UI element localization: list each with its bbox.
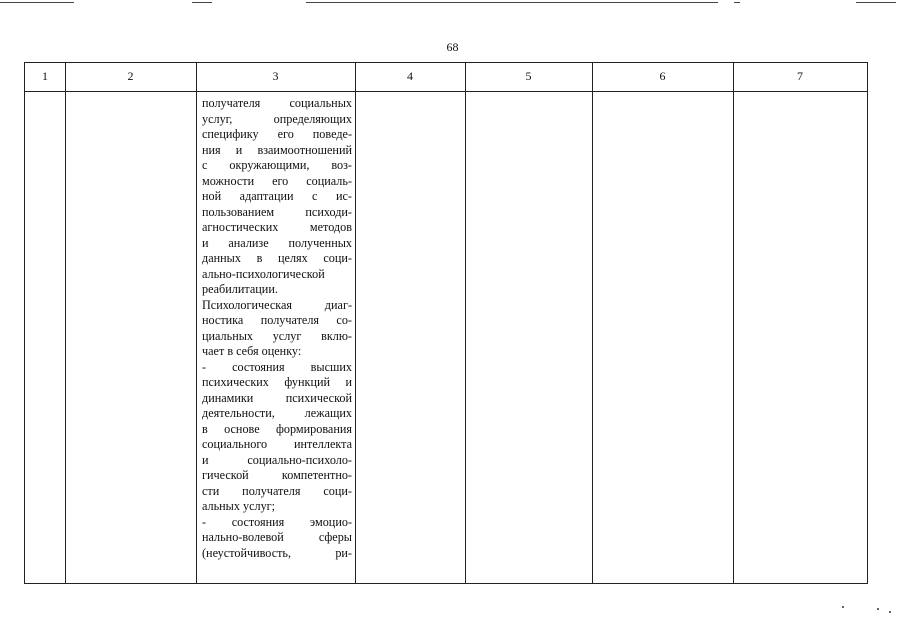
text-line: получателя социальных: [202, 96, 352, 110]
text-line: гической компетентно-: [202, 468, 352, 482]
text-line: ально-психологической: [202, 266, 325, 281]
scan-mark: [0, 2, 74, 3]
column-header-2: 2: [127, 69, 134, 83]
text-line: ния и взаимоотношений: [202, 142, 352, 157]
text-line: Психологическая диаг-: [202, 297, 352, 312]
text-line: агностических методов: [202, 220, 352, 234]
text-line: нально-волевой сферы: [202, 530, 352, 544]
text-line: сти получателя соци-: [202, 483, 352, 498]
scan-speck: [842, 606, 844, 608]
header-divider: [25, 91, 867, 92]
page-number: 68: [446, 40, 459, 54]
text-line: реабилитации.: [202, 282, 278, 296]
text-line: ной адаптации с ис-: [202, 189, 352, 203]
column-header-6: 6: [659, 69, 666, 83]
text-line: в основе формирования: [202, 421, 352, 436]
scan-mark: [734, 2, 740, 3]
text-line: социального интеллекта: [202, 437, 352, 451]
text-line: ностика получателя со-: [202, 313, 352, 327]
text-line: специфику его поведе-: [202, 127, 352, 141]
scan-mark: [192, 2, 212, 3]
column-divider: [65, 63, 66, 583]
column-header-7: 7: [797, 69, 803, 83]
text-line: - состояния высших: [202, 359, 352, 374]
column-divider: [592, 63, 593, 583]
column-header-4: 4: [407, 69, 413, 83]
text-line: психических функций и: [202, 375, 352, 389]
data-table: [24, 62, 868, 584]
column-header-3: 3: [272, 69, 279, 83]
text-line: и анализе полученных: [202, 235, 352, 250]
text-line: данных в целях соци-: [202, 251, 352, 265]
text-line: динамики психической: [202, 390, 352, 405]
text-line: чает в себя оценку:: [202, 344, 302, 358]
column-divider: [196, 63, 197, 583]
column-header-5: 5: [525, 69, 532, 83]
text-line: альных услуг;: [202, 499, 276, 513]
text-line: услуг, определяющих: [202, 111, 352, 126]
text-line: деятельности, лежащих: [202, 406, 352, 420]
text-line: (неустойчивость, ри-: [202, 545, 352, 560]
column-3-text: [202, 96, 352, 561]
text-line: циальных услуг вклю-: [202, 328, 352, 343]
text-line: и социально-психоло-: [202, 452, 352, 467]
column-divider: [733, 63, 734, 583]
text-line: пользованием психоди-: [202, 204, 352, 219]
text-line: - состояния эмоцио-: [202, 514, 352, 529]
scan-mark: [856, 2, 896, 3]
scan-speck: [877, 608, 879, 610]
text-line: можности его социаль-: [202, 173, 352, 188]
column-divider: [355, 63, 356, 583]
column-header-1: 1: [42, 69, 48, 83]
scan-mark: [306, 2, 718, 3]
column-divider: [465, 63, 466, 583]
scan-speck: [889, 611, 891, 613]
text-line: с окружающими, воз-: [202, 158, 352, 172]
